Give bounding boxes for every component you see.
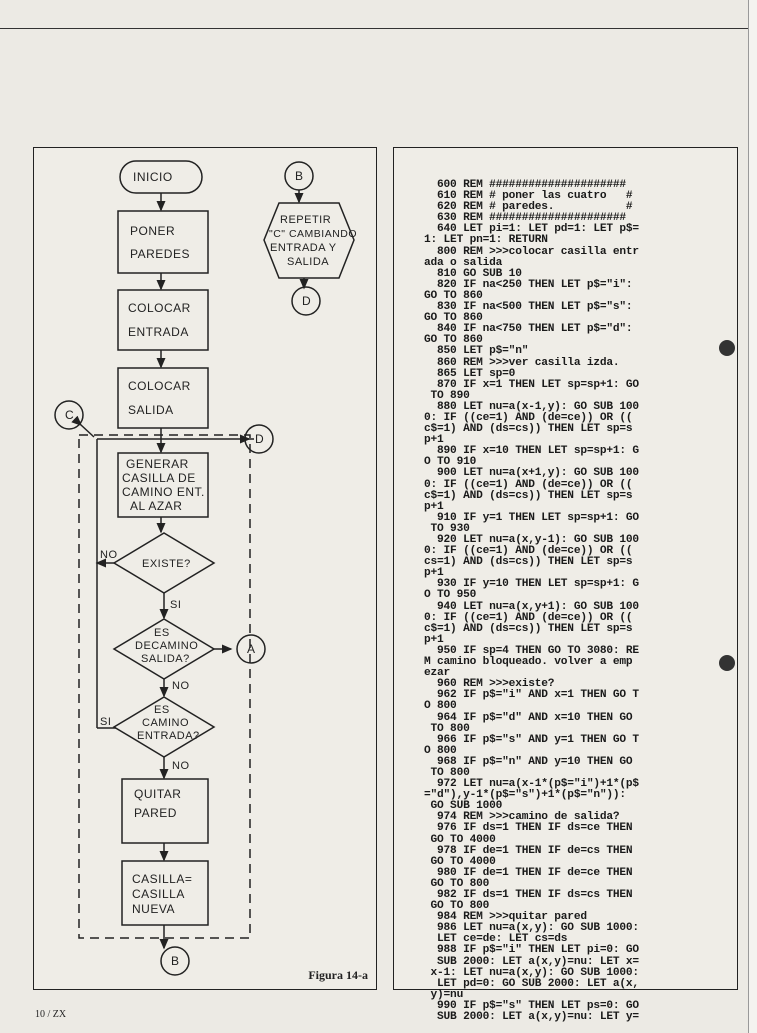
- code-line: 984 REM >>>quitar pared: [424, 911, 587, 924]
- code-line: LET pd=0: GO SUB 2000: LET a(x,: [424, 977, 639, 990]
- code-line: 950 IF sp=4 THEN GO TO 3080: RE: [424, 644, 639, 657]
- existe-si-label: SI: [170, 599, 182, 611]
- code-line: SUB 2000: LET a(x,y)=nu: LET y=: [424, 1011, 639, 1024]
- code-line: cs=1) AND (ds=cs)) THEN LET sp=s: [424, 556, 633, 569]
- code-line: 940 LET nu=a(x,y+1): GO SUB 100: [424, 600, 639, 613]
- code-listing-panel: [393, 147, 738, 1024]
- generar-label-4: AL AZAR: [130, 499, 183, 513]
- code-line: ezar: [424, 667, 451, 680]
- code-line: c$=1) AND (ds=cs)) THEN LET sp=s: [424, 423, 633, 436]
- repetir-label-4: SALIDA: [287, 256, 330, 268]
- escamino-label-3: ENTRADA?: [137, 730, 200, 742]
- code-line: O TO 950: [424, 589, 477, 602]
- decamino-label-1: ES: [154, 627, 170, 639]
- code-line: GO TO 4000: [424, 833, 496, 846]
- code-line: 640 LET pi=1: LET pd=1: LET p$=: [424, 223, 639, 236]
- code-line: 966 IF p$="s" AND y=1 THEN GO T: [424, 733, 639, 746]
- code-line: 620 REM # paredes. #: [424, 201, 633, 214]
- code-line: 962 IF p$="i" AND x=1 THEN GO T: [424, 689, 639, 702]
- code-line: 850 LET p$="n": [424, 345, 529, 358]
- code-line: p+1: [424, 434, 444, 447]
- code-line: 910 IF y=1 THEN LET sp=sp+1: GO: [424, 511, 639, 524]
- decamino-label-3: SALIDA?: [141, 653, 190, 665]
- connector-b-bottom-label: B: [171, 954, 180, 968]
- existe-no-label: NO: [100, 549, 118, 561]
- existe-label: EXISTE?: [142, 558, 191, 570]
- code-line: 0: IF ((ce=1) AND (de=ce)) OR ((: [424, 611, 633, 624]
- code-line: 982 IF ds=1 THEN IF ds=cs THEN: [424, 889, 633, 901]
- flowchart-panel: [33, 147, 377, 990]
- generar-label-1: GENERAR: [126, 457, 189, 471]
- page-number: 10 / ZX: [35, 1009, 67, 1020]
- code-line: 0: IF ((ce=1) AND (de=ce)) OR ((: [424, 545, 633, 558]
- code-line: 980 IF de=1 THEN IF de=ce THEN: [424, 866, 633, 879]
- code-line: 830 IF na<500 THEN LET p$="s":: [424, 301, 633, 314]
- generar-label-3: CAMINO ENT.: [122, 485, 205, 499]
- code-line: ada o salida: [424, 256, 503, 269]
- code-line: 810 GO SUB 10: [424, 267, 522, 280]
- salida-label-2: SALIDA: [128, 403, 174, 417]
- code-line: 0: IF ((ce=1) AND (de=ce)) OR ((: [424, 411, 633, 424]
- code-line: 960 REM >>>existe?: [424, 678, 555, 691]
- generar-label-2: CASILLA DE: [122, 471, 196, 485]
- code-line: GO SUB 1000: [424, 800, 503, 813]
- code-line: 974 REM >>>camino de salida?: [424, 811, 620, 824]
- code-line: 630 REM #####################: [424, 212, 626, 225]
- code-line: O 800: [424, 700, 457, 713]
- connector-a-label: A: [247, 642, 256, 656]
- repetir-label-2: "C" CAMBIANDO: [269, 228, 358, 240]
- salida-label-1: COLOCAR: [128, 379, 191, 393]
- code-line: 964 IF p$="d" AND x=10 THEN GO: [424, 711, 633, 724]
- code-line: 900 LET nu=a(x+1,y): GO SUB 100: [424, 467, 639, 480]
- page-edge: [748, 0, 757, 1033]
- escamino-label-1: ES: [154, 704, 170, 716]
- flowchart: [34, 148, 376, 989]
- code-line: M camino bloqueado. volver a emp: [424, 656, 633, 669]
- decamino-label-2: DECAMINO: [135, 640, 199, 652]
- code-line: p+1: [424, 567, 444, 580]
- code-line: 820 IF na<250 THEN LET p$="i":: [424, 278, 633, 291]
- colocar-entrada-box: [118, 290, 208, 350]
- connector-c-label: C: [65, 408, 75, 422]
- code-line: TO 800: [424, 722, 470, 735]
- poner-paredes-box: [118, 211, 208, 273]
- code-line: 840 IF na<750 THEN LET p$="d":: [424, 323, 633, 336]
- code-line: p+1: [424, 633, 444, 646]
- poner-label-1: PONER: [130, 224, 176, 238]
- escamino-si-label: SI: [100, 716, 112, 728]
- code-line: GO TO 860: [424, 289, 483, 302]
- code-line: y)=nu: [424, 988, 464, 1001]
- code-line: GO TO 800: [424, 877, 490, 890]
- connector-b-top-label: B: [295, 169, 304, 183]
- code-line: TO 930: [424, 522, 470, 535]
- code-line: TO 800: [424, 766, 470, 779]
- code-line: x-1: LET nu=a(x,y): GO SUB 1000:: [424, 966, 639, 979]
- code-line: 800 REM >>>colocar casilla entr: [424, 245, 639, 258]
- escamino-label-2: CAMINO: [142, 717, 189, 729]
- figure-caption: Figura 14-a: [308, 968, 368, 982]
- code-line: 1: LET pn=1: RETURN: [424, 234, 548, 247]
- code-line: 988 IF p$="i" THEN LET pi=0: GO: [424, 944, 639, 957]
- code-line: TO 890: [424, 389, 470, 402]
- code-line: GO TO 860: [424, 312, 483, 325]
- inicio-label: INICIO: [133, 170, 173, 184]
- code-line: 860 REM >>>ver casilla izda.: [424, 356, 620, 369]
- casilla-label-3: NUEVA: [132, 902, 175, 916]
- code-line: 880 LET nu=a(x-1,y): GO SUB 100: [424, 400, 639, 413]
- poner-label-2: PAREDES: [130, 247, 190, 261]
- code-line: 978 IF de=1 THEN IF de=cs THEN: [424, 844, 633, 857]
- code-line: 865 LET sp=0: [424, 367, 516, 380]
- casilla-label-1: CASILLA=: [132, 872, 193, 886]
- code-line: 976 IF ds=1 THEN IF ds=ce THEN: [424, 822, 633, 835]
- code-line: 986 LET nu=a(x,y): GO SUB 1000:: [424, 922, 639, 935]
- code-line: 870 IF x=1 THEN LET sp=sp+1: GO: [424, 378, 639, 391]
- code-line: LET ce=de: LET cs=ds: [424, 933, 568, 946]
- connector-d-entry-label: D: [255, 432, 265, 446]
- top-rule: [0, 28, 748, 29]
- code-line: O 800: [424, 744, 457, 757]
- code-line: 600 REM #####################: [424, 179, 626, 191]
- connector-d-exit-label: D: [302, 294, 312, 308]
- code-line: ="d"),y-1*(p$="s")+1*(p$="n")):: [424, 789, 626, 802]
- escamino-no-label: NO: [172, 760, 190, 772]
- code-line: GO TO 860: [424, 334, 483, 347]
- basic-code-listing: [424, 180, 724, 1023]
- punch-hole-top: [719, 340, 735, 356]
- repetir-label-3: ENTRADA Y: [270, 242, 337, 254]
- casilla-label-2: CASILLA: [132, 887, 185, 901]
- punch-hole-bottom: [719, 655, 735, 671]
- code-line: c$=1) AND (ds=cs)) THEN LET sp=s: [424, 622, 633, 635]
- code-line: GO TO 800: [424, 900, 490, 913]
- code-line: 890 IF x=10 THEN LET sp=sp+1: G: [424, 445, 639, 458]
- entrada-label-2: ENTRADA: [128, 325, 189, 339]
- decamino-no-label: NO: [172, 680, 190, 692]
- code-line: 930 IF y=10 THEN LET sp=sp+1: G: [424, 578, 639, 591]
- code-line: 972 LET nu=a(x-1*(p$="i")+1*(p$: [424, 778, 639, 791]
- code-line: c$=1) AND (ds=cs)) THEN LET sp=s: [424, 489, 633, 502]
- code-line: 920 LET nu=a(x,y-1): GO SUB 100: [424, 534, 639, 546]
- quitar-label-2: PARED: [134, 806, 177, 820]
- quitar-label-1: QUITAR: [134, 787, 182, 801]
- colocar-salida-box: [118, 368, 208, 428]
- code-line: 0: IF ((ce=1) AND (de=ce)) OR ((: [424, 478, 633, 491]
- code-line: 990 IF p$="s" THEN LET ps=0: GO: [424, 999, 639, 1012]
- code-line: p+1: [424, 500, 444, 513]
- code-line: 968 IF p$="n" AND y=10 THEN GO: [424, 755, 633, 768]
- repetir-label-1: REPETIR: [280, 214, 332, 226]
- code-line: O TO 910: [424, 456, 477, 469]
- code-line: 610 REM # poner las cuatro #: [424, 190, 633, 203]
- code-line: SUB 2000: LET a(x,y)=nu: LET x=: [424, 955, 639, 968]
- entrada-label-1: COLOCAR: [128, 301, 191, 315]
- code-line: GO TO 4000: [424, 855, 496, 868]
